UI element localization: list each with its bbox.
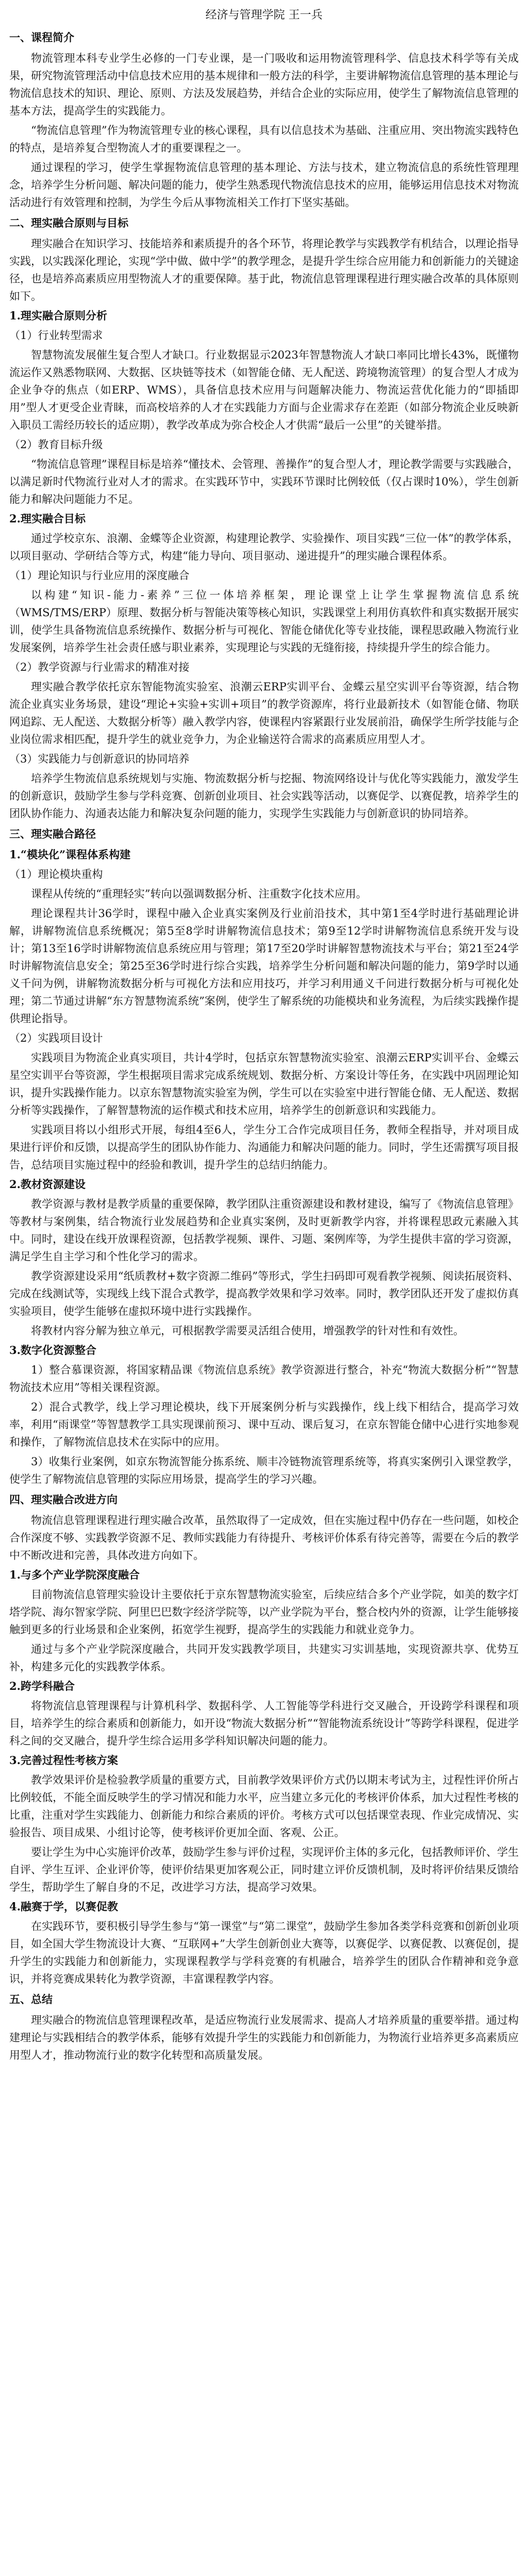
sub-subsection-heading: （2）实践项目设计 — [9, 1032, 103, 1044]
paragraph: 培养学生物流信息系统规划与实施、物流数据分析与挖掘、物流网络设计与优化等实践能力，激发学生的创新意识，鼓励学生参与学科竞赛、创新创业项目、社会实践等活动，以赛促学、以赛促教，培养学生的团队协作能力、沟通表达能力和解决复杂问题的能力，实现学生实践能力与创新意识的协同培养。 — [9, 772, 519, 820]
paragraph: 以构建“知识-能力-素养”三位一体培养框架，理论课堂上让学生掌握物流信息系统（WMS/TMS/ERP）原理、数据分析与智能决策等核心知识，实践课堂上利用仿真软件和真实数据开展实训，使学生具备物流信息系统操作、数据分析与可视化、智能仓储优化等专业技能，课程思政融入物流行业发展案例，培养学生社会责任感与职业素养，实现理论与实践的无缝衔接，持续提升学生的综合能力。 — [9, 589, 519, 654]
paragraph: 在实践环节，要积极引导学生参与“第一课堂”与“第二课堂”，鼓励学生参加各类学科竞赛和创新创业项目，如全国大学生物流设计大赛、“互联网+”大学生创新创业大赛等，以赛促学、以赛促教、以赛促创，提升学生的实践能力和创新能力，实现课程教学与学科竞赛的有机融合，培养学生的团队合作精神和竞争意识，并将竞赛成果转化为教学资源，丰富课程教学内容。 — [9, 1920, 519, 1985]
document-header: 经济与管理学院 王一兵 — [205, 9, 323, 22]
subsection-heading: 1.理实融合原则分析 — [9, 309, 107, 322]
paragraph: 教学效果评价是检验教学质量的重要方式，目前教学效果评价方式仍以期末考试为主，过程性评价所占比例较低，不能全面反映学生的学习情况和能力水平，应当建立多元化的考核评价体系，加大过程性考核的比重，注重对学生实践能力、创新能力和综合素质的评价。考核方式可以包括课堂表现、作业完成情况、实验报告、项目成果、小组讨论等，使考核评价更加全面、客观、公正。 — [9, 1774, 519, 1839]
paragraph: “物流信息管理”课程目标是培养“懂技术、会管理、善操作”的复合型人才，理论教学需要与实践融合，以满足新时代物流行业对人才的需求。在实践环节中，实践环节课时比例较低（仅占课时10%），学生创新能力和解决问题能力不足。 — [9, 458, 519, 505]
subsection-heading: 3.完善过程性考核方案 — [9, 1754, 118, 1767]
section-heading: 三、理实融合路径 — [9, 827, 96, 840]
section-heading: 四、理实融合改进方向 — [9, 1493, 118, 1506]
paragraph: “物流信息管理”作为物流管理专业的核心课程，具有以信息技术为基础、注重应用、突出物流实践特色的特点，是培养复合型物流人才的重要课程之一。 — [9, 124, 519, 154]
paragraph: 课程从传统的“重理轻实”转向以强调数据分析、注重数字化技术应用。 — [31, 888, 367, 900]
paragraph: 物流信息管理课程进行理实融合改革，虽然取得了一定成效，但在实施过程中仍存在一些问题，如校企合作深度不够、实践教学资源不足、教师实践能力有待提升、考核评价体系有待完善等，需要在今后的教学中不断改进和完善，具体改进方向如下。 — [9, 1514, 519, 1562]
paragraph: 通过课程的学习，使学生掌握物流信息管理的基本理论、方法与技术，建立物流信息的系统性管理理念，培养学生分析问题、解决问题的能力，使学生熟悉现代物流信息技术的应用，能够运用信息技术对物流活动进行有效管理和控制，为学生今后从事物流相关工作打下坚实基础。 — [9, 161, 519, 209]
subsection-heading: 2.教材资源建设 — [9, 1178, 86, 1191]
paragraph: 通过学校京东、浪潮、金蝶等企业资源，构建理论教学、实验操作、项目实践“三位一体”的教学体系，以项目驱动、学研结合等方式，构建“能力导向、项目驱动、递进提升”的理实融合课程体系。 — [9, 532, 519, 562]
paragraph: 物流管理本科专业学生必修的一门专业课，是一门吸收和运用物流管理科学、信息技术科学等有关成果，研究物流管理活动中信息技术应用的基本规律和一般方法的科学，主要讲解物流信息管理的基本理论与物流信息技术的知识、理论、原则、方法及发展趋势，并结合企业的实际应用，使学生了解物流信息管理的基本方法，提高学生的实践能力。 — [9, 52, 519, 117]
subsection-heading: 2.理实融合目标 — [9, 512, 86, 525]
subsection-heading: 4.融赛于学，以赛促教 — [9, 1900, 118, 1913]
paragraph: 教学资源与教材是教学质量的重要保障，教学团队注重资源建设和教材建设，编写了《物流信息管理》等教材与案例集，结合物流行业发展趋势和企业真实案例，及时更新教学内容，并将课程思政元素融入其中。同时，建设在线开放课程资源，包括教学视频、课件、习题、案例库等，为学生提供丰富的学习资源，满足学生自主学习和个性化学习的需求。 — [9, 1198, 519, 1263]
section-heading: 五、总结 — [9, 1993, 53, 2006]
sub-subsection-heading: （3）实践能力与创新意识的协同培养 — [9, 753, 190, 765]
paragraph: 2）混合式教学，线上学习理论模块，线下开展案例分析与实践操作，线上线下相结合，提高学习效率，利用“雨课堂”等智慧教学工具实现课前预习、课中互动、课后复习，在京东智能仓储中心进行实地参观和操作，了解物流信息技术在实际中的应用。 — [9, 1401, 519, 1448]
sub-subsection-heading: （2）教学资源与行业需求的精准对接 — [9, 661, 190, 673]
subsection-heading: 1.与多个产业学院深度融合 — [9, 1568, 140, 1581]
paragraph: 理实融合教学依托京东智能物流实验室、浪潮云ERP实训平台、金蝶云星空实训平台等资源，结合物流企业真实业务场景，建设“理论+实验+实训+项目”的教学资源库，将行业最新技术（如智能仓储、物联网追踪、无人配送、大数据分析等）融入教学内容，使课程内容紧跟行业发展前沿，确保学生所学技能与企业岗位需求相匹配，提升学生的就业竞争力，为企业输送符合需求的高素质应用型人才。 — [9, 681, 519, 745]
paragraph: 将物流信息管理课程与计算机科学、数据科学、人工智能等学科进行交叉融合，开设跨学科课程和项目，培养学生的综合素质和创新能力，如开设“物流大数据分析”“智能物流系统设计”等跨学科课程，促进学科之间的交叉融合，提升学生综合运用多学科知识解决问题的能力。 — [9, 1700, 519, 1747]
paragraph: 理论课程共计36学时，课程中融入企业真实案例及行业前沿技术，其中第1至4学时进行基础理论讲解，讲解物流信息系统概况；第5至8学时讲解物流信息技术；第9至12学时讲解物流信息系统开发与设计；第13至16学时讲解物流信息系统应用与管理；第17至20学时讲解智慧物流技术与平台；第21至24学时讲解物流信息安全；第25至36学时进行综合实践，培养学生分析问题和解决问题的能力，第9学时以通义千问为例，讲解物流数据分析与可视化方法和应用技巧，并学习利用通义千问进行数据分析与可视化处理；第二节通过讲解“东方智慧物流系统”案例，使学生了解系统的功能模块和业务流程，为后续实践操作提供理论指导。 — [9, 907, 519, 1025]
subsection-heading: 2.跨学科融合 — [9, 1680, 75, 1692]
section-heading: 一、课程简介 — [9, 31, 74, 44]
paragraph: 实践项目为物流企业真实项目，共计4学时，包括京东智慧物流实验室、浪潮云ERP实训平台、金蝶云星空实训平台等资源，学生根据项目需求完成系统规划、数据分析、方案设计等任务，在实践中巩固理论知识，提升实践操作能力。以京东智慧物流实验室为例，学生可以在实验室中进行智能仓储、无人配送、数据分析等实践操作，了解智慧物流的运作模式和技术应用，培养学生的创新意识和实践能力。 — [9, 1052, 519, 1116]
sub-subsection-heading: （1）行业转型需求 — [9, 329, 103, 342]
section-heading: 二、理实融合原则与目标 — [9, 216, 128, 229]
paragraph: 理实融合的物流信息管理课程改革，是适应物流行业发展需求、提高人才培养质量的重要举措。通过构建理论与实践相结合的教学体系，能够有效提升学生的实践能力和创新能力，为物流行业培养更多高素质应用型人才，推动物流行业的数字化转型和高质量发展。 — [9, 2014, 519, 2061]
paragraph: 理实融合在知识学习、技能培养和素质提升的各个环节，将理论教学与实践教学有机结合，以理论指导实践，以实践深化理论，实现“学中做、做中学”的教学理念，是提升学生综合应用能力和创新能力的关键途径，也是培养高素质应用型物流人才的重要保障。基于此，物流信息管理课程进行理实融合改革的具体原则如下。 — [9, 238, 519, 302]
paragraph: 要让学生为中心实施评价改革，鼓励学生参与评价过程，实现评价主体的多元化，包括教师评价、学生自评、学生互评、企业评价等，使评价结果更加客观公正，同时建立评价反馈机制，及时将评价结果反馈给学生，帮助学生了解自身的不足，改进学习方法，提高学习效果。 — [9, 1846, 519, 1893]
sub-subsection-heading: （2）教育目标升级 — [9, 438, 103, 451]
paragraph: 通过与多个产业学院深度融合，共同开发实践教学项目，共建实习实训基地，实现资源共享、优势互补，构建多元化的实践教学体系。 — [9, 1643, 519, 1673]
subsection-heading: 1.“模块化”课程体系构建 — [9, 848, 131, 861]
paragraph: 3）收集行业案例，如京东物流智能分拣系统、顺丰冷链物流管理系统等，将真实案例引入课堂教学，使学生了解物流信息管理的实际应用场景，提高学生的学习兴趣。 — [9, 1455, 519, 1485]
paragraph: 实践项目将以小组形式开展，每组4至6人，学生分工合作完成项目任务，教师全程指导，并对项目成果进行评价和反馈，以提高学生的团队协作能力、沟通能力和解决问题的能力。同时，学生还需撰写项目报告，总结项目实施过程中的经验和教训，提升学生的总结归纳能力。 — [9, 1124, 519, 1171]
paragraph: 智慧物流发展催生复合型人才缺口。行业数据显示2023年智慧物流人才缺口率同比增长43%，既懂物流运作又熟悉物联网、大数据、区块链等技术（如智能仓储、无人配送、跨境物流管理）的复合型人才成为企业争夺的焦点（如ERP、WMS），具备信息技术应用与问题解决能力、物流运营优化能力的“即插即用”型人才更受企业青睐，而高校培养的人才在实践能力方面与企业需求存在差距（如部分物流企业反映新入职员工需经历较长的适应期），教学改革成为弥合校企人才供需“最后一公里”的关键举措。 — [9, 349, 519, 431]
paragraph: 教学资源建设采用“纸质教材+数字资源二维码”等形式，学生扫码即可观看教学视频、阅读拓展资料、完成在线测试等，实现线上线下混合式教学，提高教学效果和学习效率。同时，教学团队还开发了虚拟仿真实验项目，使学生能够在虚拟环境中进行实践操作。 — [9, 1270, 519, 1317]
subsection-heading: 3.数字化资源整合 — [9, 1344, 96, 1357]
paragraph: 1）整合慕课资源，将国家精品课《物流信息系统》教学资源进行整合，补充“物流大数据分析”“智慧物流技术应用”等相关课程资源。 — [9, 1364, 519, 1394]
document-body — [9, 29, 519, 2064]
paragraph: 将教材内容分解为独立单元，可根据教学需要灵活组合使用，增强教学的针对性和有效性。 — [31, 1325, 464, 1337]
sub-subsection-heading: （1）理论模块重构 — [9, 868, 103, 880]
paragraph: 目前物流信息管理实验设计主要依托于京东智慧物流实验室，后续应结合多个产业学院，如美的数字灯塔学院、海尔智家学院、阿里巴巴数字经济学院等，以产业学院为平台，整合校内外的资源，让学生能够接触到更多的行业场景和企业案例，拓宽学生视野，提高学生的实践能力和就业竞争力。 — [9, 1588, 519, 1636]
sub-subsection-heading: （1）理论知识与行业应用的深度融合 — [9, 569, 190, 582]
